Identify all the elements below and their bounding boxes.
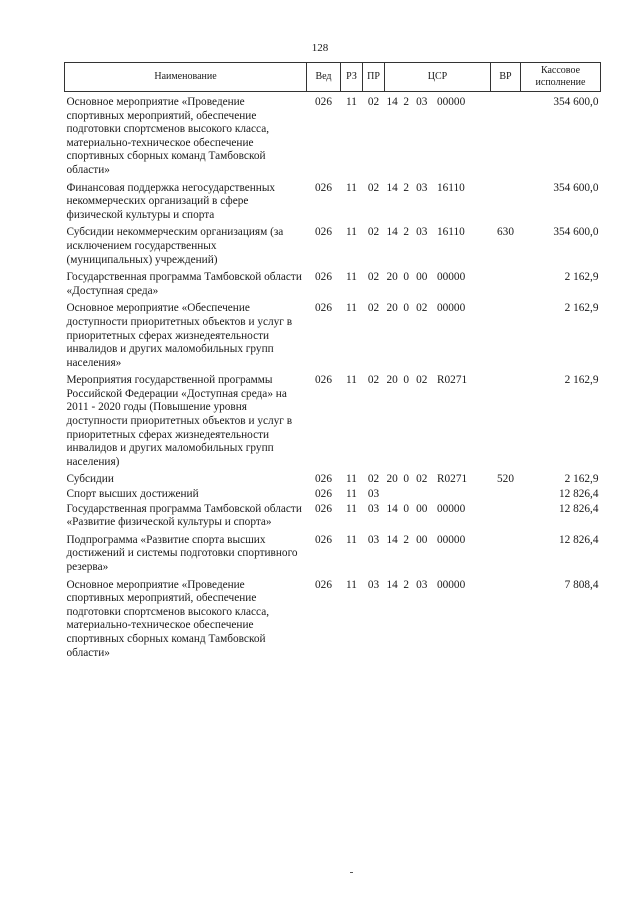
row-name: Основное мероприятие «Обеспечение доступности приоритетных объектов и услуг в приоритетных сферах жизнедеятельности инвалидов и других маломобильных групп населения» [66,302,293,369]
row-name: Мероприятия государственной программы Российской Федерации «Доступная среда» на 2011 - 2020 годы (Повышение уровня доступности приоритетных объектов и услуг в приоритетных сферах жизнедеятельности инвалидов и других маломобильных групп населения) [66,374,293,468]
csr-part: 03 [416,578,428,591]
row-pr: 02 [367,473,380,486]
row-ved: 026 [315,488,332,501]
page-number: 128 [311,42,329,54]
csr-part: 2 [403,533,409,546]
header-pr: ПР [363,63,385,92]
row-amount: 12 826,4 [558,502,599,515]
row-csr [385,487,491,502]
row-ved: 026 [315,271,332,284]
csr-part: 2 [403,578,409,591]
csr-part: 14 [386,181,398,194]
csr-part: 0 [403,473,409,486]
row-vr [491,178,521,223]
row-rz: 11 [346,578,357,591]
row-pr: 03 [367,488,380,501]
row-ved: 026 [315,181,332,194]
csr-part: 00000 [436,271,466,284]
row-csr [385,298,491,370]
table-row [65,370,601,469]
row-amount: 2 162,9 [564,473,599,486]
row-vr: 520 [497,473,514,486]
row-vr [491,370,521,469]
row-pr: 03 [367,502,380,515]
csr-part: 03 [416,181,428,194]
header-amount: Кассовое исполнение [521,63,601,92]
row-name: Спорт высших достижений [66,488,199,501]
csr-part: 00000 [436,533,466,546]
row-pr: 02 [367,271,380,284]
row-rz: 11 [346,473,357,486]
csr-part: 14 [386,226,398,239]
row-rz: 11 [346,502,357,515]
header-name: Наименование [65,63,307,92]
csr-part: 0 [403,374,409,387]
csr-part: R0271 [436,473,468,486]
csr-part: 20 [386,374,398,387]
csr-part: 20 [386,271,398,284]
csr-part: 14 [386,533,398,546]
csr-part: R0271 [436,374,468,387]
csr-part: 0 [403,302,409,315]
row-amount: 7 808,4 [564,578,599,591]
table-row [65,178,601,223]
row-pr: 02 [367,181,380,194]
row-amount: 354 600,0 [553,96,599,108]
csr-part: 14 [386,578,398,591]
csr-part: 02 [416,302,428,315]
row-csr [385,469,491,487]
row-csr [385,267,491,298]
row-name: Субсидии некоммерческим организациям (за исключением государственных (муниципальных) учреждений) [66,226,284,266]
csr-part: 2 [403,181,409,194]
csr-part: 02 [416,374,428,387]
row-rz: 11 [346,302,357,315]
row-ved: 026 [315,533,332,546]
row-name: Основное мероприятие «Проведение спортивных мероприятий, обеспечение подготовки спортсменов высокого класса, материально-техническое обеспечение спортивных сборных команд Тамбовской области» [66,578,270,659]
csr-part: 00 [416,502,428,515]
csr-part: 0 [403,502,409,515]
table-row [65,575,601,661]
scan-mark [350,872,353,873]
row-rz: 11 [346,226,357,239]
row-vr [491,92,521,178]
csr-part: 02 [416,473,428,486]
table-row [65,298,601,370]
row-pr: 02 [367,374,380,387]
row-amount: 12 826,4 [558,488,599,501]
csr-part: 00000 [436,502,466,515]
row-pr: 03 [367,578,380,591]
row-ved: 026 [315,473,332,486]
csr-part: 03 [416,226,428,239]
row-amount: 354 600,0 [553,181,599,194]
csr-part: 00 [416,533,428,546]
csr-part: 03 [416,96,428,108]
row-ved: 026 [315,374,332,387]
header-vr: ВР [491,63,521,92]
table-row [65,502,601,530]
row-amount: 12 826,4 [558,533,599,546]
row-pr: 02 [367,226,380,239]
budget-table [64,62,601,660]
row-vr: 630 [497,226,514,239]
header-rz: РЗ [341,63,363,92]
csr-part: 0 [403,271,409,284]
row-name: Основное мероприятие «Проведение спортивных мероприятий, обеспечение подготовки спортсменов высокого класса, материально-техническое обеспечение спортивных сборных команд Тамбовской области» [66,96,270,176]
row-ved: 026 [315,302,332,315]
row-amount: 2 162,9 [564,374,599,387]
row-vr [491,502,521,530]
row-csr [385,178,491,223]
row-rz: 11 [346,488,357,501]
row-pr: 03 [367,533,380,546]
csr-part: 2 [403,96,409,108]
row-csr [385,530,491,575]
csr-part: 14 [386,502,398,515]
header-csr: ЦСР [385,63,491,92]
header-ved: Вед [307,63,341,92]
csr-part: 20 [386,473,398,486]
row-ved: 026 [315,96,332,108]
table-row [65,487,601,502]
row-csr [385,370,491,469]
csr-part: 00000 [436,96,466,108]
csr-part: 00 [416,271,428,284]
row-vr [491,530,521,575]
row-ved: 026 [315,578,332,591]
table-row [65,222,601,267]
table-row [65,267,601,298]
row-vr [491,487,521,502]
table-body [65,92,601,661]
table-row [65,469,601,487]
row-vr [491,267,521,298]
row-rz: 11 [346,96,357,108]
row-ved: 026 [315,502,332,515]
row-amount: 354 600,0 [553,226,599,239]
row-amount: 2 162,9 [564,271,599,284]
row-name: Финансовая поддержка негосударственных некоммерческих организаций в сфере физической культуры и спорта [66,181,276,221]
csr-part: 20 [386,302,398,315]
row-rz: 11 [346,533,357,546]
row-rz: 11 [346,181,357,194]
row-csr [385,222,491,267]
row-rz: 11 [346,271,357,284]
row-vr [491,575,521,661]
row-pr: 02 [367,96,380,108]
csr-part: 00000 [436,578,466,591]
csr-part: 14 [386,96,398,108]
row-name: Государственная программа Тамбовской области «Развитие физической культуры и спорта» [66,502,302,529]
table-row [65,530,601,575]
row-csr [385,575,491,661]
csr-part: 2 [403,226,409,239]
table-row [65,92,601,178]
table-header-row [65,63,601,92]
csr-part: 16110 [436,181,465,194]
row-name: Государственная программа Тамбовской области «Доступная среда» [66,271,302,297]
csr-part: 16110 [436,226,465,239]
row-name: Подпрограмма «Развитие спорта высших достижений и системы подготовки спортивного резерва» [66,533,298,573]
row-pr: 02 [367,302,380,315]
row-name: Субсидии [66,473,114,486]
row-amount: 2 162,9 [564,302,599,315]
row-vr [491,298,521,370]
row-ved: 026 [315,226,332,239]
csr-part: 00000 [436,302,466,315]
row-csr [385,502,491,530]
row-rz: 11 [346,374,357,387]
row-csr [385,92,491,178]
